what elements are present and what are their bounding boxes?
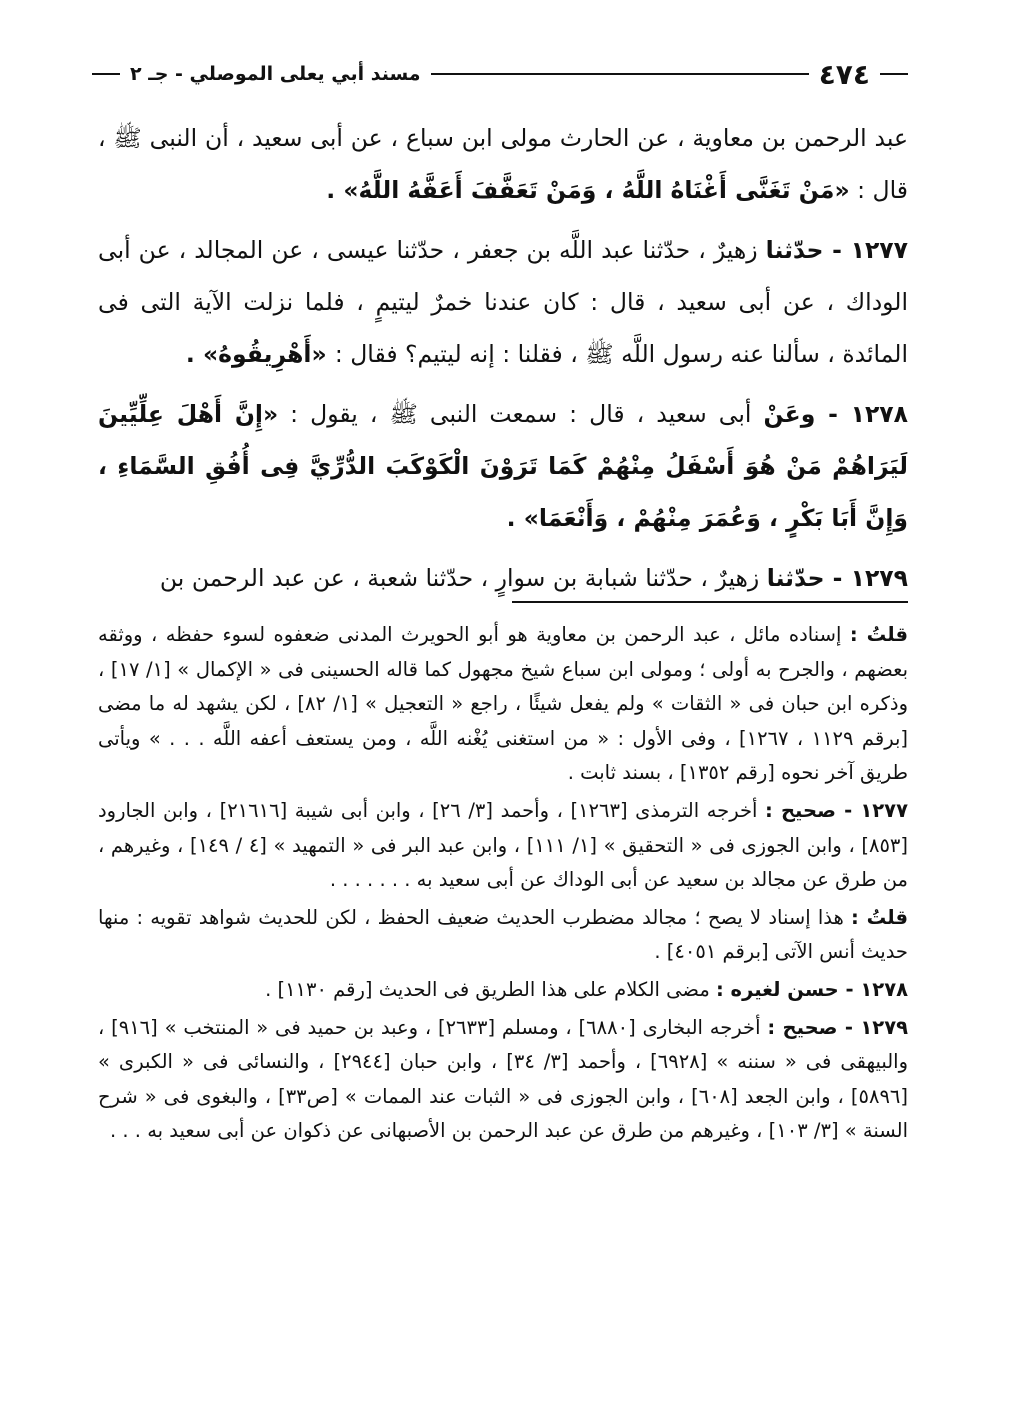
hadith-number: ١٢٧٩ - حدّثنا bbox=[766, 564, 908, 592]
footnote-text: مضى الكلام على هذا الطريق فى الحديث [رقم ١١٣٠] . bbox=[265, 977, 716, 1001]
footnote-text: إسناده مائل ، عبد الرحمن بن معاوية هو أبو الحويرث المدنى ضعفوه لسوء حفظه ، ووثقه بعضهم ، والجرح به أولى ؛ ومولى ابن سباع شيخ مجهول كما قاله الحسينى فى « الإكمال » [١/ ١٧] ، وذكره ابن حبان فى « الثقات » ولم يفعل شيئًا ، راجع « التعجيل » [١/ ٨٢] ، لكن يشهد له ما مضى [برقم ١١٢٩ ، ١٢٦٧] ، وفى الأول : « من استغنى يُغْنه اللَّه ، ومن يستعف أعفه اللَّه . . . » ويأتى طريق آخر نحوه [رقم ١٣٥٢] ، بسند ثابت . bbox=[98, 623, 908, 785]
footnote-text: أخرجه البخارى [٦٨٨٠] ، ومسلم [٢٦٣٣] ، وعبد بن حميد فى « المنتخب » [٩١٦] ، والبيهقى فى « سننه » [٦٩٢٨] ، وأحمد [٣/ ٣٤] ، وابن حبان [٢٩٤٤] ، والنسائى فى « الكبرى » [٥٨٩٦] ، وابن الجعد [٦٠٨] ، وابن الجوزى فى « الثبات عند الممات » [ص٣٣] ، والبغوى فى « شرح السنة » [٣/ ١٠٣] ، وغيرهم من طرق عن عبد الرحمن بن الأصبهانى عن ذكوان عن أبى سعيد به . . . bbox=[98, 1015, 909, 1143]
hadith-text: زهيرٌ ، حدّثنا شبابة بن سوارٍ ، حدّثنا شعبة ، عن عبد الرحمن بن bbox=[159, 564, 767, 592]
hadith-text: زهيرٌ ، حدّثنا عبد اللَّه بن جعفر ، حدّثنا عيسى ، عن المجالد ، عن أبى الوداك ، عن أبى سعيد ، قال : كان عندنا خمرٌ ليتيمٍ ، فلما نزلت الآية التى فى المائدة ، سألنا عنه رسول اللَّه ﷺ ، فقلنا : إنه ليتيم؟ فقال : bbox=[98, 236, 908, 368]
footnote-1276-comment bbox=[98, 618, 908, 791]
header-dash bbox=[880, 73, 908, 75]
footnote-lead: ١٢٧٨ - حسن لغيره : bbox=[715, 977, 908, 1001]
hadith-quote: «إِنَّ أَهْلَ عِلِّيِّينَ لَيَرَاهُمْ مَنْ هُوَ أَسْفَلُ مِنْهُمْ كَمَا تَرَوْنَ الْكَوْكَبَ الدُّرِّيَّ فِى أُفُقِ السَّمَاءِ ، وَإِنَّ أَبَا بَكْرٍ ، وَعُمَرَ مِنْهُمْ ، وَأَنْعَمَا» . bbox=[98, 400, 908, 532]
hadith-1277 bbox=[98, 224, 908, 380]
hadith-number: ١٢٧٨ - وعَنْ bbox=[763, 400, 908, 428]
footnote-text: أخرجه الترمذى [١٢٦٣] ، وأحمد [٣/ ٢٦] ، وابن أبى شيبة [٢١٦١٦] ، وابن الجارود [٨٥٣] ، وابن الجوزى فى « التحقيق » [١/ ١١١] ، وابن عبد البر فى « التمهيد » [٤ / ١٤٩] ، وغيرهم ، من طرق عن مجالد بن سعيد عن أبى الوداك عن أبى سعيد به . . . . . . . bbox=[98, 798, 908, 892]
hadith-text: أبى سعيد ، قال : سمعت النبى ﷺ ، يقول : bbox=[278, 400, 764, 428]
page-number: ٤٧٤ bbox=[818, 57, 870, 91]
running-header bbox=[92, 52, 908, 96]
header-rule bbox=[431, 73, 809, 75]
footnote-separator bbox=[512, 601, 908, 603]
book-title: مسند أبي يعلى الموصلي - جـ ٢ bbox=[130, 63, 421, 85]
hadith-continuation-text: عبد الرحمن بن معاوية ، عن الحارث مولى ابن سباع ، عن أبى سعيد ، أن النبى ﷺ ، قال : bbox=[98, 124, 908, 204]
footnote-1277-comment bbox=[98, 901, 908, 970]
footnote-1277 bbox=[98, 794, 908, 898]
hadith-continuation-quote: «مَنْ تَغَنَّى أَغْنَاهُ اللَّهُ ، وَمَنْ تَعَفَّفَ أَعَفَّهُ اللَّهُ» . bbox=[326, 176, 850, 204]
hadith-number: ١٢٧٧ - حدّثنا bbox=[765, 236, 908, 264]
footnote-lead: ١٢٧٧ - صحيح : bbox=[765, 798, 908, 822]
footnote-1279 bbox=[98, 1011, 908, 1149]
footnotes bbox=[98, 618, 908, 1152]
footnote-lead: قلتُ : bbox=[851, 905, 908, 929]
hadith-1279 bbox=[98, 552, 908, 604]
hadith-1278 bbox=[98, 388, 908, 544]
hadith-continuation bbox=[98, 112, 908, 216]
header-dash-end bbox=[92, 73, 120, 75]
hadith-quote: «أَهْرِيقُوهُ» . bbox=[185, 340, 335, 368]
footnote-lead: قلتُ : bbox=[849, 623, 908, 646]
footnote-lead: ١٢٧٩ - صحيح : bbox=[767, 1015, 909, 1039]
footnote-1278 bbox=[98, 973, 908, 1008]
footnote-text: هذا إسناد لا يصح ؛ مجالد مضطرب الحديث ضعيف الحفظ ، لكن للحديث شواهد تقويه : منها حديث أنس الآتى [برقم ٤٠٥١] . bbox=[98, 905, 908, 964]
main-text bbox=[98, 112, 908, 612]
